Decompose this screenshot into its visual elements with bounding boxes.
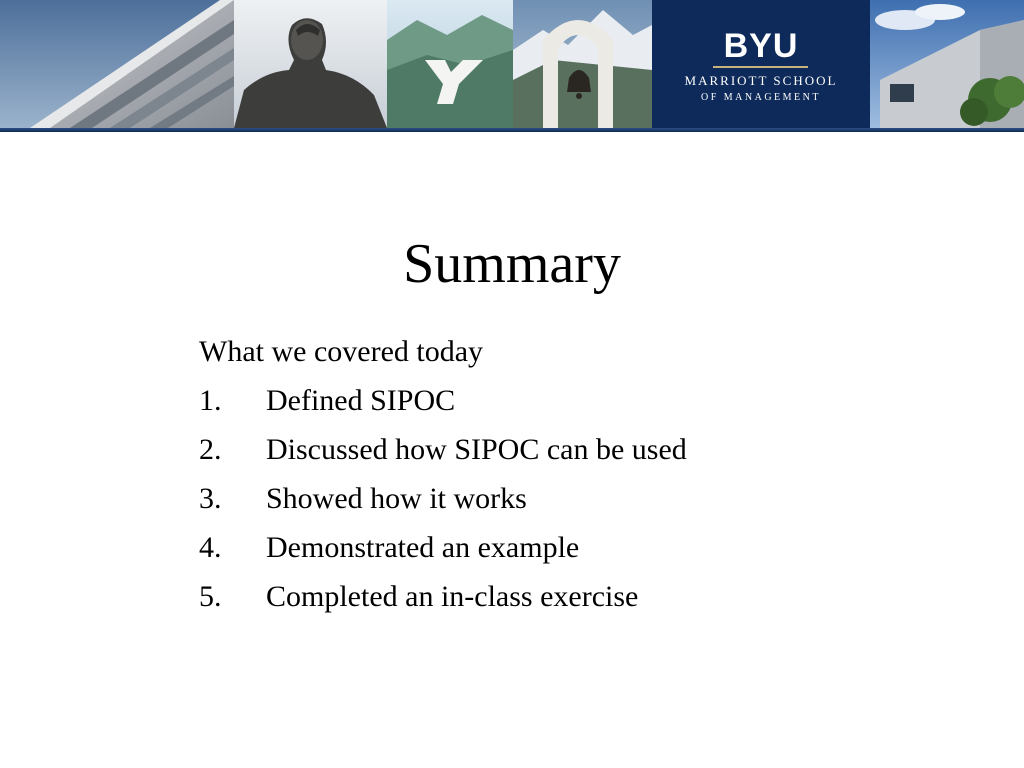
byu-marriott-logo: [652, 0, 870, 128]
list-item-text: Showed how it works: [266, 482, 527, 515]
list-item-text: Demonstrated an example: [266, 531, 580, 564]
bell-tower-photo: [513, 0, 652, 128]
list-item-number: 4.: [199, 531, 222, 564]
list-item-text: Defined SIPOC: [266, 384, 456, 417]
list-item: [199, 380, 839, 429]
list-item-text: Completed an in-class exercise: [266, 580, 639, 613]
slide-title: Summary: [403, 233, 621, 295]
list-item: [199, 478, 839, 527]
header-banner: [0, 0, 1024, 128]
list-item-number: 5.: [199, 580, 222, 613]
logo-school-line2: OF MANAGEMENT: [701, 92, 821, 103]
banner-bottom-rule: [0, 128, 1024, 132]
logo-wordmark: BYU: [723, 27, 799, 65]
building-facade-photo: [0, 0, 234, 128]
list-item: [199, 429, 839, 478]
list-item-number: 3.: [199, 482, 222, 515]
logo-school-line1: MARRIOTT SCHOOL: [684, 73, 838, 88]
list-item: [199, 576, 839, 625]
summary-body: [199, 331, 839, 625]
building-corner-photo: [870, 0, 1024, 128]
mountain-y-photo: [387, 0, 513, 128]
list-item: [199, 527, 839, 576]
logo-divider: [713, 66, 808, 68]
list-item-text: Discussed how SIPOC can be used: [266, 433, 687, 466]
statue-photo: [234, 0, 387, 128]
summary-intro: What we covered today: [199, 335, 484, 368]
list-item-number: 2.: [199, 433, 222, 466]
list-item-number: 1.: [199, 384, 222, 417]
